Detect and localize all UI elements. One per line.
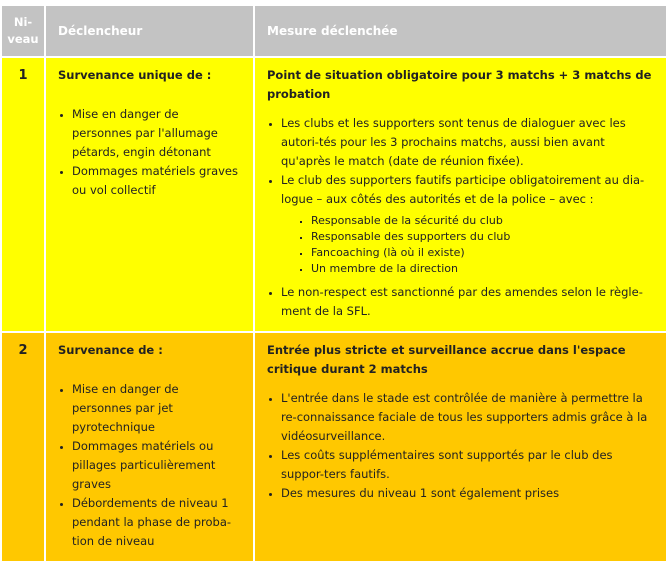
level-1-participants-list (281, 213, 654, 277)
list-item: • Débordements de niveau 1 pendant la phase de proba-tion de niveau (72, 494, 241, 551)
list-item: • Des mesures du niveau 1 sont également prises (281, 484, 654, 503)
level-1-row (1, 57, 666, 332)
list-item: • Les coûts supplémentaires sont supportés par le club des suppor-ters fautifs. (281, 446, 654, 484)
list-item: • Mise en danger de personnes par l'allumage pétards, engin détonant (72, 105, 241, 162)
header-row (1, 5, 666, 57)
level-1-measure-list (267, 114, 654, 321)
level-2-trigger (45, 332, 254, 562)
level-1-trigger-list (58, 105, 241, 200)
list-item: • Dommages matériels graves ou vol collectif (72, 162, 241, 200)
level-2-measure-list (267, 389, 654, 503)
header-measure: Mesure déclenchée (254, 5, 666, 57)
level-1-trigger (45, 57, 254, 332)
list-item: • Dommages matériels ou pillages particulièrement graves (72, 437, 241, 494)
level-1-trigger-title: Survenance unique de : (58, 68, 212, 82)
list-item: • Mise en danger de personnes par jet pyrotechnique (72, 380, 241, 437)
header-level (1, 5, 45, 57)
level-1-measure-title: Point de situation obligatoire pour 3 matchs + 3 matchs de probation (267, 68, 652, 101)
level-2-trigger-title: Survenance de : (58, 343, 163, 357)
level-2-number: 2 (1, 332, 45, 562)
sub-list-item: ▪ Un membre de la direction (311, 261, 654, 277)
level-2-row (1, 332, 666, 562)
header-trigger: Déclencheur (45, 5, 254, 57)
sub-list-item: ▪ Responsable des supporters du club (311, 229, 654, 245)
list-item: • Les clubs et les supporters sont tenus de dialoguer avec les autori-tés pour les 3 prochains matchs, aussi bien avant qu'après le match (date de réunion fixée). (281, 114, 654, 171)
level-2-measure (254, 332, 666, 562)
header-level-label: Ni- veau (7, 15, 39, 46)
level-1-number: 1 (1, 57, 45, 332)
level-1-measure (254, 57, 666, 332)
escalation-table (0, 4, 666, 563)
list-item: • L'entrée dans le stade est contrôlée de manière à permettre la re-connaissance faciale de tous les supporters admis grâce à la vidéosurveillance. (281, 389, 654, 446)
list-item: • Le non-respect est sanctionné par des amendes selon le règle-ment de la SFL. (281, 283, 654, 321)
sub-list-item: ▪ Fancoaching (là où il existe) (311, 245, 654, 261)
list-item (281, 171, 654, 277)
level-2-trigger-list (58, 380, 241, 551)
list-item-text: Le club des supporters fautifs participe obligatoirement au dia-logue – aux côtés des autorités et de la police – avec : (281, 173, 645, 206)
level-2-measure-title: Entrée plus stricte et surveillance accrue dans l'espace critique durant 2 matchs (267, 343, 626, 376)
sub-list-item: ▪ Responsable de la sécurité du club (311, 213, 654, 229)
